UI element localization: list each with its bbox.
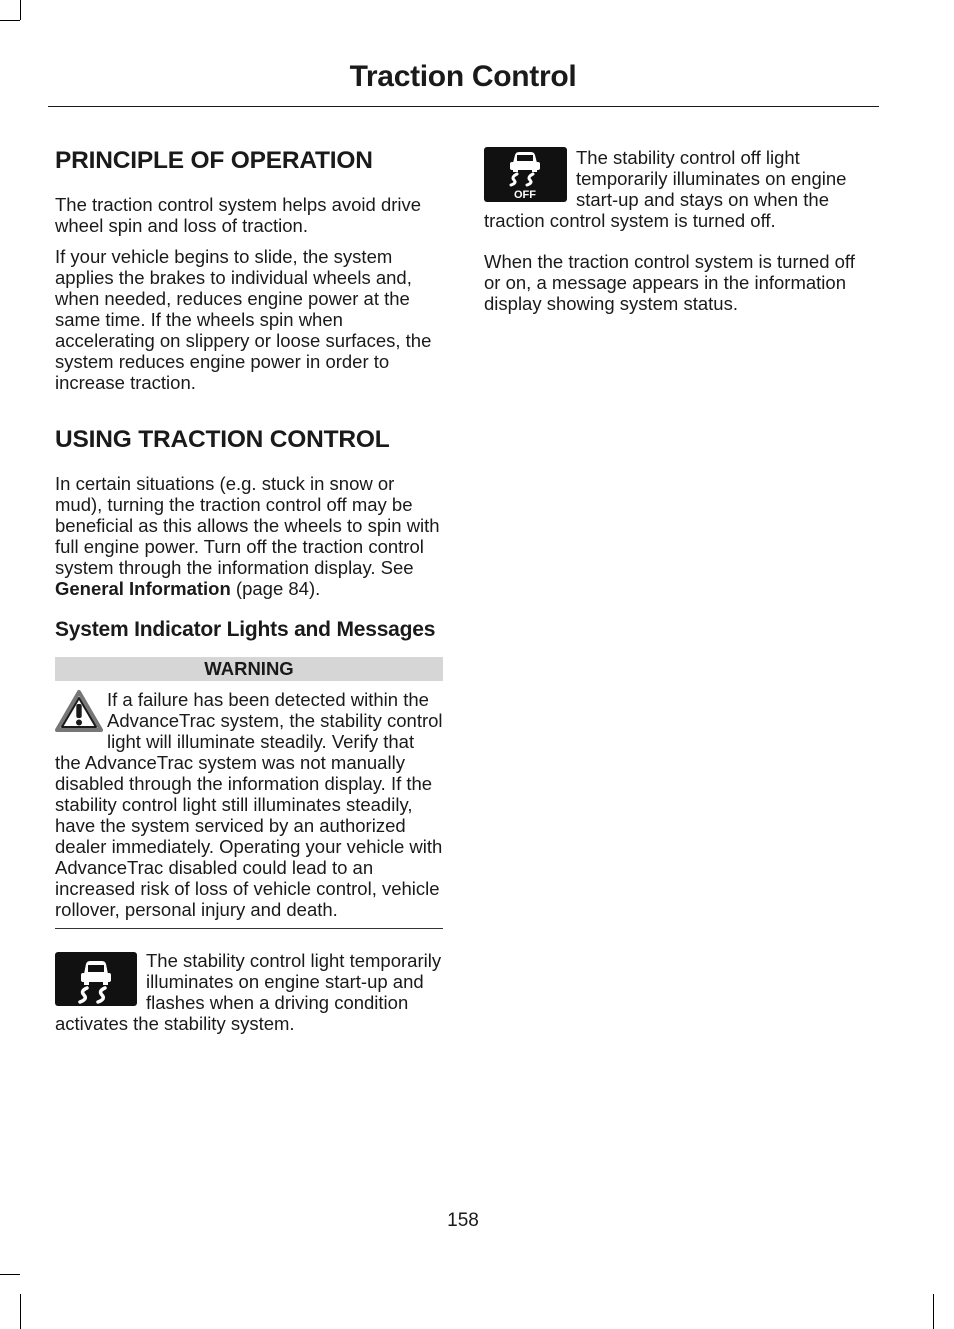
left-column [55, 146, 443, 1034]
warning-bar [55, 657, 443, 681]
warning-triangle-icon [55, 689, 107, 735]
principle-para-1: The traction control system helps avoid drive wheel spin and loss of traction. [55, 194, 422, 236]
using-para-suffix: (page 84). [230, 578, 321, 599]
warning-divider [55, 928, 443, 929]
stability-off-block [484, 147, 876, 231]
off-icon-label: OFF [514, 189, 536, 201]
stability-control-icon [55, 952, 137, 1008]
using-para-prefix: In certain situations (e.g. stuck in snow or mud), turning the traction control off may be beneficial as this allows the wheels to spin with full engine power. Turn off the traction control system through the information display. See [55, 473, 440, 578]
principle-para-2: If your vehicle begins to slide, the system applies the brakes to individual wheels and, when needed, reduces engine power at the same time. If the wheels spin when accelerating on slippery or loose surfaces, the system reduces engine power in order to increase traction. [55, 246, 432, 393]
right-column [484, 146, 876, 314]
title-rule [48, 106, 879, 107]
general-information-link[interactable]: General Information [55, 578, 231, 599]
crop-mark [0, 1274, 20, 1275]
stability-off-text: The stability control off light temporarily illuminates on engine start-up and stays on when the traction control system is turned off. [484, 147, 847, 231]
page-number: 158 [447, 1210, 479, 1231]
status-message-text: When the traction control system is turned off or on, a message appears in the information display showing system status. [484, 251, 855, 314]
crop-mark [933, 1294, 934, 1329]
warning-label: WARNING [204, 658, 294, 679]
warning-text: If a failure has been detected within the AdvanceTrac system, the stability control light will illuminate steadily. Verify that the AdvanceTrac system was not manually disabled through the information display. If the stability control light still illuminates steadily, have the system serviced by an authorized dealer immediately. Operating your vehicle with AdvanceTrac disabled could lead to an increased risk of loss of vehicle control, vehicle rollover, personal injury and death. [55, 689, 443, 920]
using-para [55, 473, 443, 599]
crop-mark [0, 20, 20, 21]
principle-heading: PRINCIPLE OF OPERATION [55, 147, 373, 174]
stability-light-text: The stability control light temporarily illuminates on engine start-up and flashes when a driving condition activates the stability system. [55, 950, 442, 1034]
crop-mark [20, 1294, 21, 1329]
indicators-heading: System Indicator Lights and Messages [55, 618, 436, 641]
using-heading: USING TRACTION CONTROL [55, 426, 390, 453]
crop-mark [20, 0, 21, 20]
page-title: Traction Control [349, 60, 577, 93]
stability-light-block [55, 950, 443, 1034]
warning-block [55, 689, 443, 920]
stability-control-off-icon [484, 147, 567, 203]
